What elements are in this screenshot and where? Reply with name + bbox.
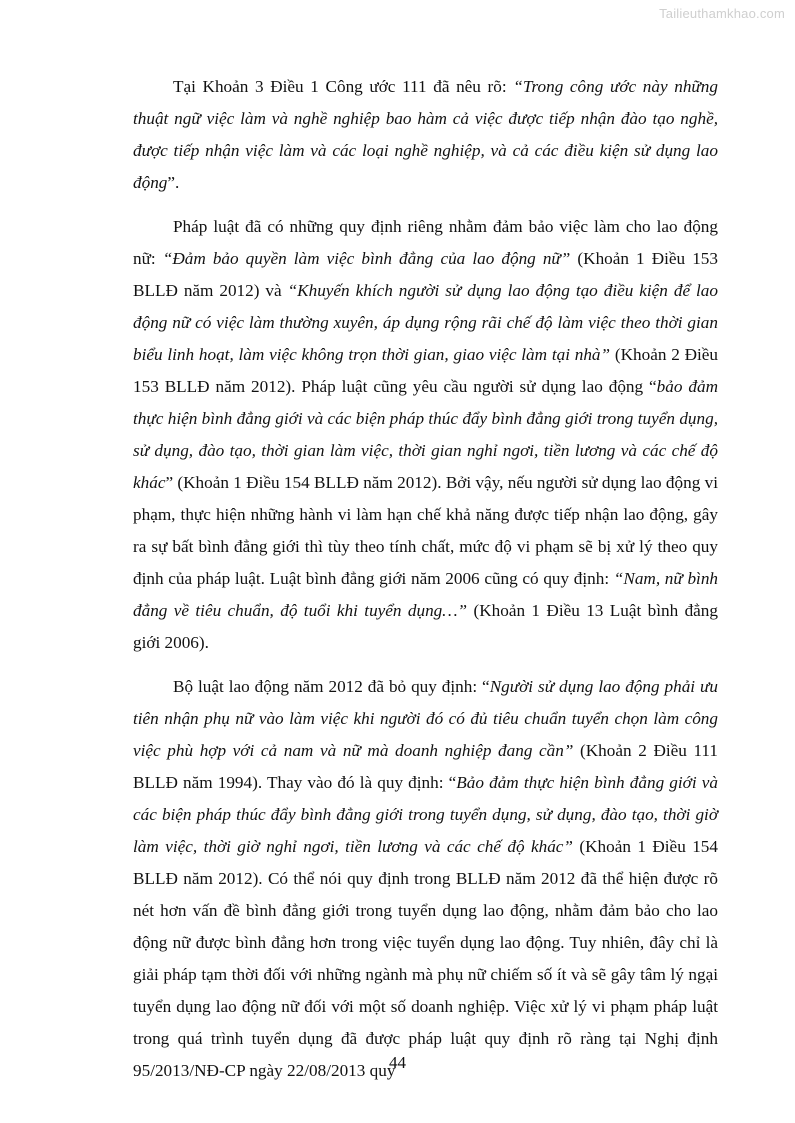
page-number: 44 bbox=[389, 1053, 406, 1072]
quoted-text-run: bảo đảm thực hiện bình đẳng giới và các biện pháp thúc đẩy bình đẳng giới trong tuyển dụng, sử dụng, đào tạo, thời gian làm việc, thời gian nghỉ ngơi, tiền lương và các chế độ khác bbox=[133, 377, 718, 492]
watermark: Tailieuthamkhao.com bbox=[659, 6, 785, 21]
quoted-text-run: Bảo đảm thực hiện bình đẳng giới và các biện pháp thúc đẩy bình đẳng giới trong tuyển dụng, sử dụng, đào tạo, thời giờ làm việc, thời giờ nghỉ ngơi, tiền lương và các chế độ khác” bbox=[133, 773, 718, 856]
text-run: Tại Khoản 3 Điều 1 Công ước 111 đã nêu rõ: bbox=[173, 77, 514, 96]
paragraph bbox=[133, 71, 718, 199]
text-run: (Khoản 1 Điều 13 Luật bình đẳng giới 2006). bbox=[133, 601, 718, 652]
quoted-text-run: “Đảm bảo quyền làm việc bình đẳng của lao động nữ” bbox=[162, 249, 571, 268]
quoted-text-run: Người sử dụng lao động phải ưu tiên nhận phụ nữ vào làm việc khi người đó có đủ tiêu chuẩn tuyển chọn làm công việc phù hợp với cả nam và nữ mà doanh nghiệp đang cần” bbox=[133, 677, 718, 760]
quoted-text-run: “Khuyến khích người sử dụng lao động tạo điều kiện để lao động nữ có việc làm thường xuyên, áp dụng rộng rãi chế độ làm việc theo thời gian biểu linh hoạt, làm việc không trọn thời gian, giao việc làm tại nhà” bbox=[133, 281, 718, 364]
text-run: (Khoản 2 Điều 111 BLLĐ năm 1994). Thay vào đó là quy định: “ bbox=[133, 741, 718, 792]
quoted-text-run: “Nam, nữ bình đẳng về tiêu chuẩn, độ tuổi khi tuyển dụng…” bbox=[133, 569, 719, 620]
paragraph bbox=[133, 211, 718, 659]
text-run: (Khoản 2 Điều 153 BLLĐ năm 2012). Pháp luật cũng yêu cầu người sử dụng lao động “ bbox=[133, 345, 718, 396]
text-run: (Khoản 1 Điều 154 BLLĐ năm 2012). Có thể nói quy định trong BLLĐ năm 2012 đã thể hiện được rõ nét hơn vấn đề bình đẳng giới trong tuyển dụng lao động, nhằm đảm bảo cho lao động nữ được bình đẳng hơn trong việc tuyển dụng lao động. Tuy nhiên, đây chỉ là giải pháp tạm thời đối với những ngành mà phụ nữ chiếm số ít và sẽ gây tâm lý ngại tuyển dụng lao động nữ đối với một số doanh nghiệp. Việc xử lý vi phạm pháp luật trong quá trình tuyển dụng đã được pháp luật quy định rõ ràng tại Nghị định 95/2013/NĐ-CP ngày 22/08/2013 quy bbox=[133, 837, 718, 1080]
text-run: ” (Khoản 1 Điều 154 BLLĐ năm 2012). Bởi vậy, nếu người sử dụng lao động vi phạm, thực hiện những hành vi làm hạn chế khả năng được tiếp nhận lao động, gây ra sự bất bình đẳng giới thì tùy theo tính chất, mức độ vi phạm sẽ bị xử lý theo quy định của pháp luật. Luật bình đẳng giới năm 2006 cũng có quy định: bbox=[133, 473, 718, 588]
document-body bbox=[133, 71, 718, 1099]
paragraph bbox=[133, 671, 718, 1087]
text-run: ”. bbox=[167, 173, 180, 192]
text-run: Bộ luật lao động năm 2012 đã bỏ quy định: “ bbox=[173, 677, 490, 696]
text-run: (Khoản 1 Điều 153 BLLĐ năm 2012) và bbox=[133, 249, 718, 300]
quoted-text-run: “Trong công ước này những thuật ngữ việc làm và nghề nghiệp bao hàm cả việc được tiếp nhận đào tạo nghề, được tiếp nhận việc làm và các loại nghề nghiệp, và cả các điều kiện sử dụng lao động bbox=[133, 77, 718, 192]
text-run: Pháp luật đã có những quy định riêng nhằm đảm bảo việc làm cho lao động nữ: bbox=[133, 217, 718, 268]
